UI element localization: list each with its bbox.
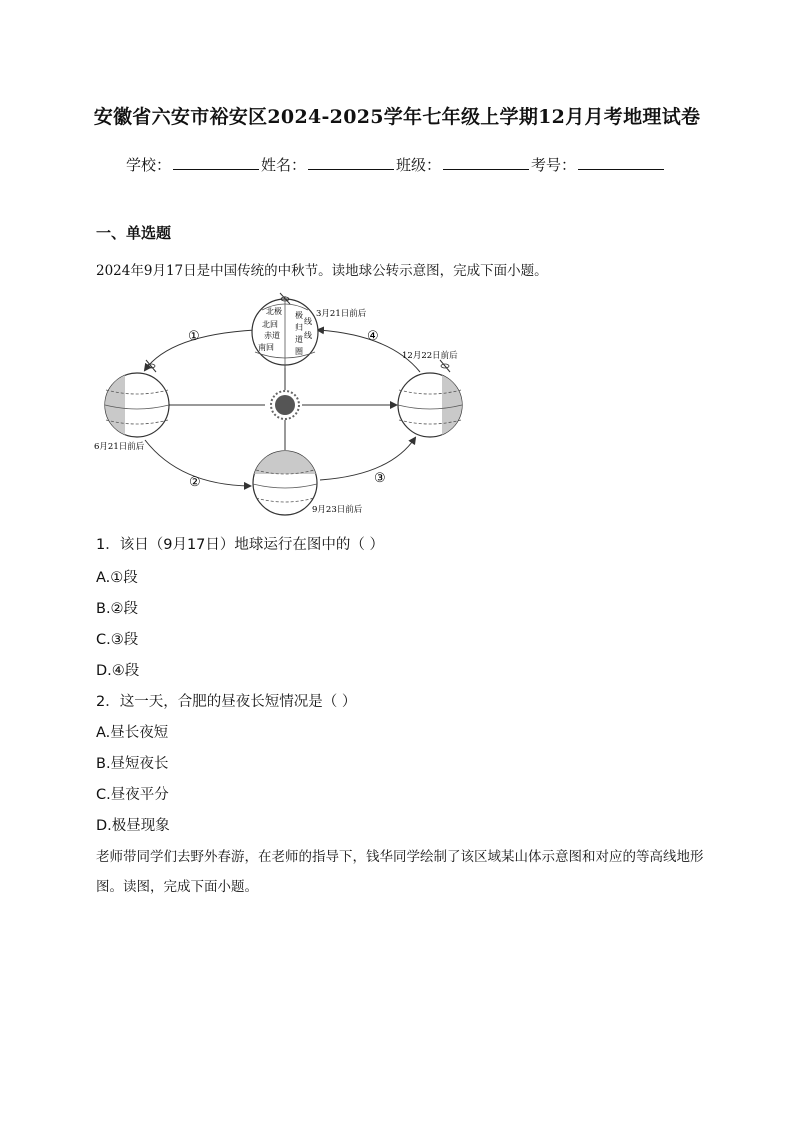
segment-label-4: ④ (367, 329, 379, 344)
name-label: 姓名： (261, 156, 307, 174)
question-1-option-d[interactable]: D.④段 (96, 663, 140, 679)
class-label: 班级： (396, 156, 442, 174)
label-september: 9月23日前后 (312, 505, 363, 515)
question-2-option-a[interactable]: A.昼长夜短 (96, 725, 169, 741)
question-1-option-b[interactable]: B.②段 (96, 601, 139, 617)
globe-march-icon (252, 293, 318, 368)
globe-label-arctic: 北回 (262, 320, 278, 329)
number-label: 考号： (531, 156, 577, 174)
page-title: 安徽省六安市裕安区2024-2025学年七年级上学期12月月考地理试卷 (93, 106, 701, 128)
globe-september-icon (253, 450, 317, 515)
section-heading: 一、单选题 (96, 224, 172, 242)
question-2-option-b[interactable]: B.昼短夜长 (96, 756, 169, 772)
question-1-option-c[interactable]: C.③段 (96, 632, 139, 648)
orbit-segment-1 (145, 330, 255, 370)
globe-label-line: 线 (304, 317, 312, 326)
segment-label-1: ① (188, 329, 200, 344)
label-june: 6月21日前后 (94, 442, 145, 452)
student-info-row (126, 153, 666, 175)
orbit-segment-3 (320, 438, 415, 480)
segment-label-2: ② (189, 475, 201, 490)
globe-label-equator: 赤道 (264, 331, 280, 340)
name-field[interactable] (308, 153, 394, 170)
label-december: 12月22日前后 (402, 351, 458, 361)
question-2-option-d[interactable]: D.极昼现象 (96, 818, 170, 834)
question-1-option-a[interactable]: A.①段 (96, 570, 138, 586)
globe-label-circle: 圈 (295, 347, 303, 356)
globe-label-b: 归 (295, 323, 303, 332)
globe-label-north-pole: 北极 (266, 307, 282, 316)
class-field[interactable] (443, 153, 529, 170)
number-field[interactable] (578, 153, 664, 170)
school-label: 学校： (126, 156, 172, 174)
question-2: 2．这一天，合肥的昼夜长短情况是（ ） (96, 694, 357, 710)
globe-label-c: 道 (295, 335, 303, 344)
segment-label-3: ③ (374, 471, 386, 486)
school-field[interactable] (173, 153, 259, 170)
globe-june-icon (105, 360, 169, 440)
sun-icon (271, 391, 299, 419)
earth-revolution-diagram (90, 290, 480, 520)
intro-text: 2024年9月17日是中国传统的中秋节。读地球公转示意图，完成下面小题。 (96, 263, 548, 279)
question-1: 1．该日（9月17日）地球运行在图中的（ ） (96, 537, 385, 553)
globe-label-tropic: 南回 (258, 343, 274, 352)
label-march: 3月21日前后 (316, 309, 367, 319)
next-passage: 老师带同学们去野外春游，在老师的指导下，钱华同学绘制了该区域某山体示意图和对应的等高线地形图。读图，完成下面小题。 (96, 849, 704, 895)
question-2-option-c[interactable]: C.昼夜平分 (96, 787, 169, 803)
globe-label-d: 线 (304, 331, 312, 340)
globe-label-a: 极 (295, 311, 303, 320)
globe-december-icon (398, 360, 464, 440)
